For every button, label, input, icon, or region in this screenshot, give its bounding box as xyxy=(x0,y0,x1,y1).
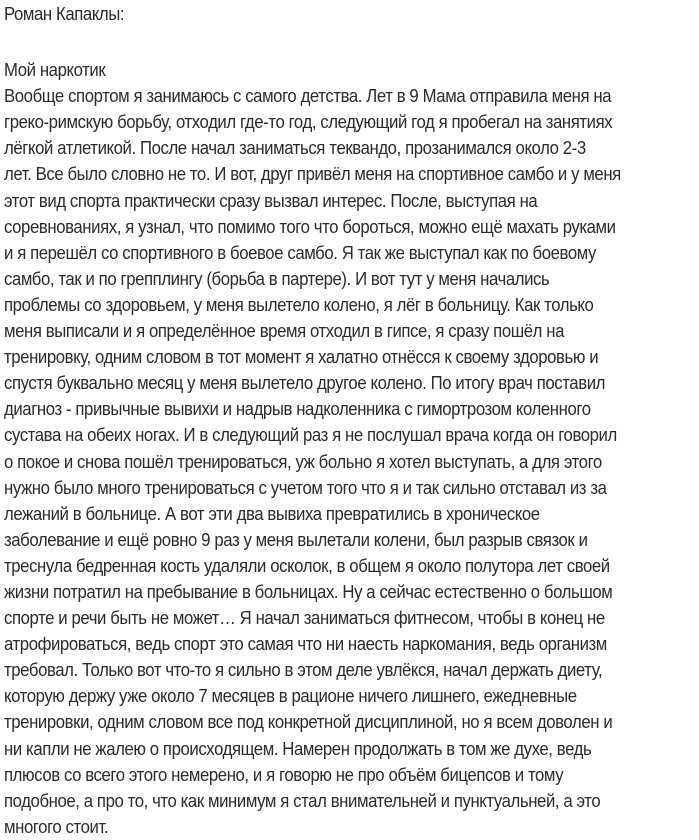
text-line: греко-римскую борьбу, отходил где-то год, следующий год я пробегал на занятиях xyxy=(4,111,613,133)
spacer xyxy=(4,27,638,57)
text-line: лежаний в больнице. А вот эти два вывиха превратились в хроническое xyxy=(4,502,540,524)
text-line: тренировки, одним словом все под конкретной дисциплиной, но я всем доволен и xyxy=(4,711,613,733)
text-line: тренировку, одним словом в тот момент я халатно отнёсся к своему здоровью и xyxy=(4,346,599,368)
text-line: спорте и речи быть не может… Я начал заниматься фитнесом, чтобы в конец не xyxy=(4,607,605,629)
text-line: сустава на обеих ногах. И в следующий раз я не послушал врача когда он говорил xyxy=(4,424,617,446)
text-line: которую держу уже около 7 месяцев в рационе ничего лишнего, ежедневные xyxy=(4,685,577,707)
text-line: треснула бедренная кость удаляли осколок, в общем я около полутора лет своей xyxy=(4,554,610,576)
text-line: о покое и снова пошёл тренироваться, уж больно я хотел выступать, а для этого xyxy=(4,450,602,472)
text-line: и я перешёл со спортивного в боевое самбо. Я так же выступал как по боевому xyxy=(4,241,596,263)
text-line: требовал. Только вот что-то я сильно в этом деле увлёкся, начал держать диету, xyxy=(4,659,603,681)
text-line: жизни потратил на пребывание в больницах. Ну а сейчас естественно о большом xyxy=(4,580,613,602)
text-line: лёгкой атлетикой. После начал заниматься тeквандо, прозанимался около 2-3 xyxy=(4,137,586,159)
text-line: Вообще спортом я занимаюсь с самого детства. Лет в 9 Мама отправила меня на xyxy=(4,85,612,107)
text-line: ни капли не жалею о происходящем. Намерен продолжать в том же духе, ведь xyxy=(4,737,592,759)
author-label: Роман Капаклы: xyxy=(4,3,125,24)
text-line: атрофироваться, ведь спорт это самая что ни наесть наркомания, ведь организм xyxy=(4,633,607,655)
text-line: самбо, так и по грепплингу (борьба в партере). И вот тут у меня начались xyxy=(4,267,550,289)
text-line: проблемы со здоровьем, у меня вылетело колено, я лёг в больницу. Как только xyxy=(4,293,594,315)
text-line: плюсов со всего этого немерено, и я говорю не про объём бицепсов и тому xyxy=(4,763,564,785)
text-line: лет. Все было словно не то. И вот, друг привёл меня на спортивное самбо и у меня xyxy=(4,163,621,185)
text-line: спустя буквально месяц у меня вылетело другое колено. По итогу врач поставил xyxy=(4,372,606,394)
text-line: многого стоит. xyxy=(4,815,109,837)
text-line: подобное, а про то, что как минимум я стал внимательней и пунктуальней, а это xyxy=(4,789,601,811)
text-line: этот вид спорта практически сразу вызвал интерес. После, выступая на xyxy=(4,189,538,211)
text-line: меня выписали и я определённое время отходил в гипсе, я сразу пошёл на xyxy=(4,320,565,342)
text-line: диагноз - привычные вывихи и надрыв надколенника с гимортрозом коленного xyxy=(4,398,591,420)
text-line: соревнованиях, я узнал, что помимо того что бороться, можно ещё махать руками xyxy=(4,215,616,237)
text-line: нужно было много тренироваться с учетом того что я и так сильно отставал из за xyxy=(4,476,607,498)
text-line: заболевание и ещё ровно 9 раз у меня вылетали колени, был разрыв связок и xyxy=(4,528,588,550)
document-body xyxy=(4,1,638,840)
article-title: Мой наркотик xyxy=(4,59,106,81)
